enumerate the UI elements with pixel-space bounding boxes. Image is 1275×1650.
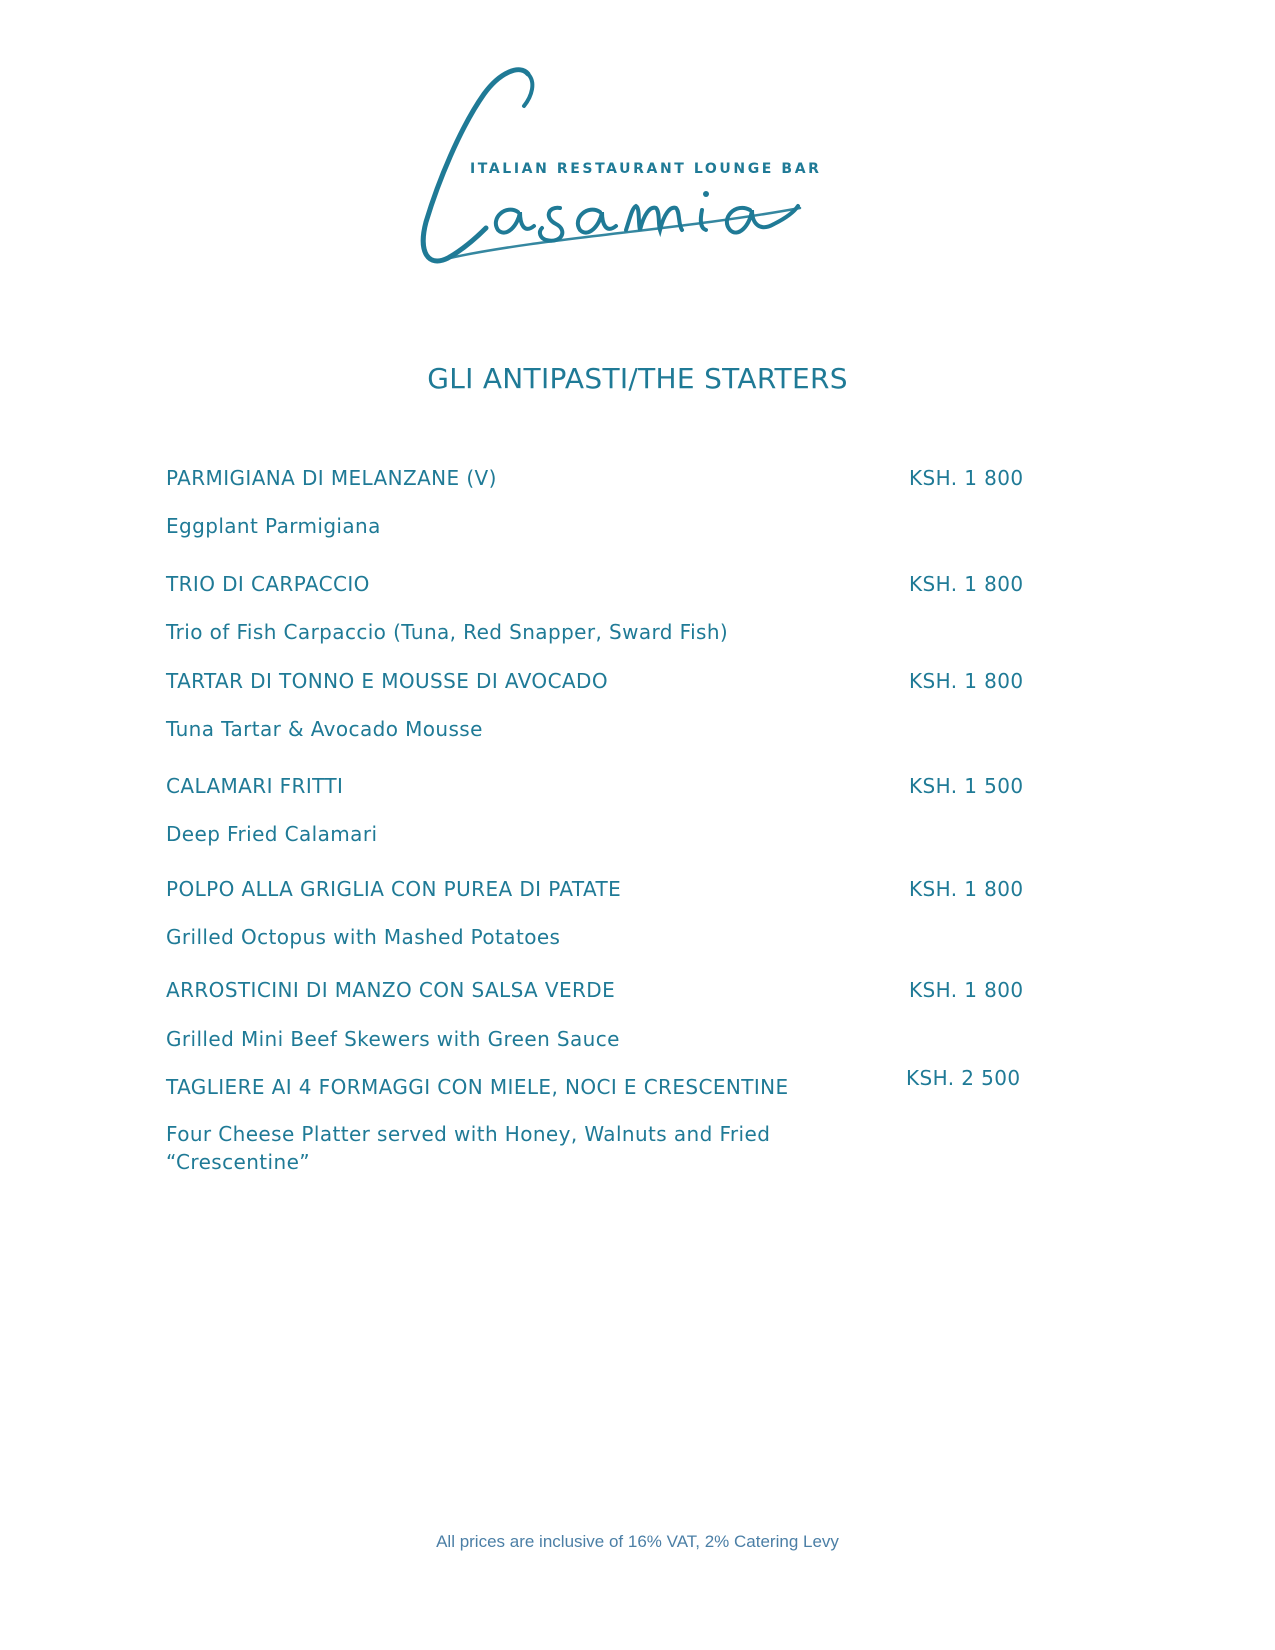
dish-name: TRIO DI CARPACCIO xyxy=(166,572,370,596)
dish-name: TAGLIERE AI 4 FORMAGGI CON MIELE, NOCI E CRESCENTINE xyxy=(166,1075,789,1099)
dish-description: Grilled Octopus with Mashed Potatoes xyxy=(166,925,561,949)
dish-price: KSH. 1 800 xyxy=(909,669,1024,693)
dish-price: KSH. 2 500 xyxy=(906,1066,1021,1090)
dish-name: POLPO ALLA GRIGLIA CON PUREA DI PATATE xyxy=(166,877,622,901)
dish-price: KSH. 1 800 xyxy=(909,466,1024,490)
dish-description: Four Cheese Platter served with Honey, Walnuts and Fried “Crescentine” xyxy=(166,1122,771,1174)
dish-description: Eggplant Parmigiana xyxy=(166,514,381,538)
dish-description: Trio of Fish Carpaccio (Tuna, Red Snapper, Sward Fish) xyxy=(166,620,729,644)
dish-name: PARMIGIANA DI MELANZANE (V) xyxy=(166,466,497,490)
dish-price: KSH. 1 500 xyxy=(909,774,1024,798)
dish-price: KSH. 1 800 xyxy=(909,978,1024,1002)
price-footnote: All prices are inclusive of 16% VAT, 2% Catering Levy xyxy=(436,1532,839,1551)
dish-description: Tuna Tartar & Avocado Mousse xyxy=(166,717,483,741)
dish-description: Deep Fried Calamari xyxy=(166,822,378,846)
logo-tagline: ITALIAN RESTAURANT LOUNGE BAR xyxy=(470,161,822,177)
dish-price: KSH. 1 800 xyxy=(909,877,1024,901)
dish-price: KSH. 1 800 xyxy=(909,572,1024,596)
dish-name: CALAMARI FRITTI xyxy=(166,774,344,798)
section-title: GLI ANTIPASTI/THE STARTERS xyxy=(427,362,848,395)
dish-name: ARROSTICINI DI MANZO CON SALSA VERDE xyxy=(166,978,616,1002)
dish-description: Grilled Mini Beef Skewers with Green Sauce xyxy=(166,1027,620,1051)
dish-name: TARTAR DI TONNO E MOUSSE DI AVOCADO xyxy=(166,669,608,693)
